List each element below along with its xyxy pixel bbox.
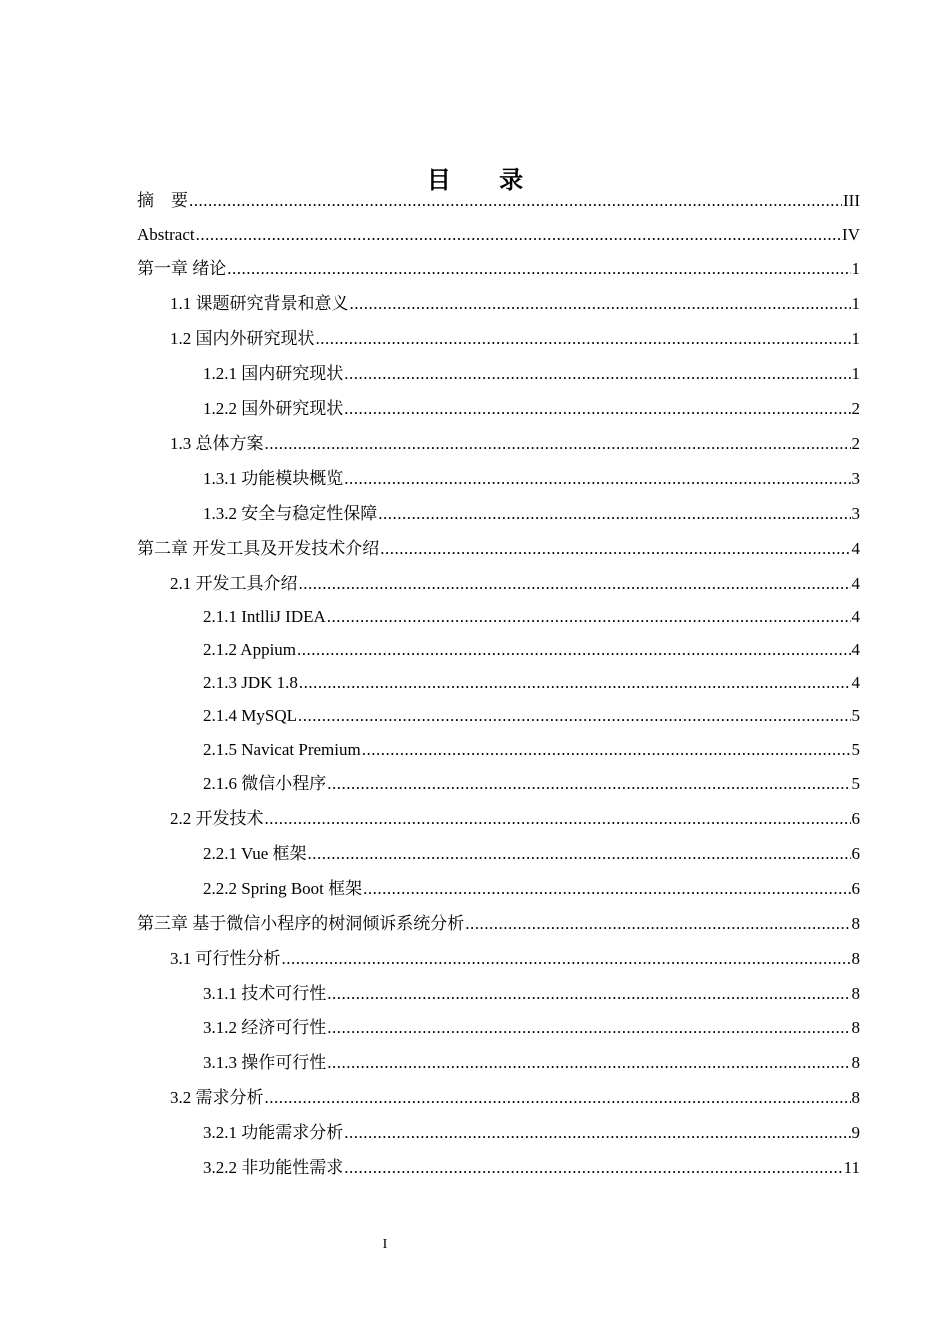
toc-entry-title: 2.1.6 微信小程序 <box>203 774 327 793</box>
toc-entry-title: 3.2 需求分析 <box>170 1088 264 1107</box>
toc-dot-leader <box>380 532 850 566</box>
toc-entry-title: 2.1.3 JDK 1.8 <box>203 673 298 692</box>
toc-entry-page-number: IV <box>842 225 860 244</box>
toc-entry[interactable] <box>137 184 860 218</box>
toc-dot-leader <box>344 462 850 496</box>
toc-dot-leader <box>298 699 851 733</box>
toc-entry-page-number: 5 <box>851 706 860 725</box>
toc-dot-leader <box>196 218 841 252</box>
toc-entry[interactable] <box>137 907 860 941</box>
toc-dot-leader <box>350 287 851 321</box>
toc-entry[interactable] <box>137 252 860 286</box>
toc-dot-leader <box>297 633 850 667</box>
toc-entry-page-number: 4 <box>851 640 860 659</box>
toc-dot-leader <box>327 767 850 801</box>
toc-entry-title: 1.2 国内外研究现状 <box>170 329 315 348</box>
toc-entry-page-number: 6 <box>851 844 860 863</box>
toc-dot-leader <box>344 1116 850 1150</box>
toc-dot-leader <box>378 497 850 531</box>
toc-dot-leader <box>316 322 851 356</box>
toc-entry-page-number: III <box>843 191 860 210</box>
toc-entry-title: 3.1.1 技术可行性 <box>203 984 327 1003</box>
toc-entry-title: 3.2.2 非功能性需求 <box>203 1158 344 1177</box>
toc-dot-leader <box>299 666 851 700</box>
toc-entry[interactable] <box>203 1116 860 1150</box>
toc-dot-leader <box>344 1151 842 1185</box>
toc-dot-leader <box>227 252 850 286</box>
toc-entry-page-number: 8 <box>851 914 860 933</box>
toc-dot-leader <box>344 357 850 391</box>
toc-entry-title: 1.3 总体方案 <box>170 434 264 453</box>
toc-entry-title: 1.3.2 安全与稳定性保障 <box>203 504 378 523</box>
toc-entry-title: 3.1.2 经济可行性 <box>203 1018 327 1037</box>
toc-entry[interactable] <box>203 1151 860 1185</box>
toc-entry-page-number: 4 <box>851 539 860 558</box>
toc-entry-page-number: 8 <box>851 984 860 1003</box>
toc-entry[interactable] <box>170 802 860 836</box>
toc-dot-leader <box>265 802 851 836</box>
toc-dot-leader <box>308 837 851 871</box>
toc-dot-leader <box>282 942 851 976</box>
toc-dot-leader <box>327 977 850 1011</box>
toc-entry-title: 2.2.2 Spring Boot 框架 <box>203 879 363 898</box>
toc-entry-page-number: 8 <box>851 1088 860 1107</box>
toc-entry-page-number: 1 <box>851 259 860 278</box>
toc-entry-page-number: 1 <box>851 364 860 383</box>
toc-dot-leader <box>362 733 851 767</box>
toc-entry-page-number: 8 <box>851 949 860 968</box>
toc-entry[interactable] <box>203 497 860 531</box>
toc-entry[interactable] <box>170 427 860 461</box>
page-number-footer: I <box>382 1237 388 1252</box>
toc-entry-title: 3.2.1 功能需求分析 <box>203 1123 344 1142</box>
toc-entry[interactable] <box>170 942 860 976</box>
toc-entry-title: 3.1.3 操作可行性 <box>203 1053 327 1072</box>
toc-dot-leader <box>344 392 850 426</box>
toc-entry-page-number: 6 <box>851 809 860 828</box>
toc-entry[interactable] <box>203 392 860 426</box>
toc-entry[interactable] <box>203 666 860 700</box>
toc-entry[interactable] <box>203 699 860 733</box>
toc-dot-leader <box>327 1011 850 1045</box>
toc-entry-page-number: 3 <box>851 504 860 523</box>
toc-entry-title: 2.1.5 Navicat Premium <box>203 740 361 759</box>
toc-entry-title: 1.2.1 国内研究现状 <box>203 364 344 383</box>
toc-entry-page-number: 2 <box>851 434 860 453</box>
toc-entry-title: 第三章 基于微信小程序的树洞倾诉系统分析 <box>137 914 465 933</box>
toc-entry[interactable] <box>203 977 860 1011</box>
toc-entry-title: 2.1.4 MySQL <box>203 706 297 725</box>
toc-entry[interactable] <box>203 600 860 634</box>
toc-entry-page-number: 1 <box>851 294 860 313</box>
toc-entry-title: 第一章 绪论 <box>137 259 227 278</box>
toc-entry[interactable] <box>203 1046 860 1080</box>
toc-entry-title: 摘 要 <box>137 191 188 210</box>
toc-dot-leader <box>327 1046 850 1080</box>
toc-entry[interactable] <box>203 837 860 871</box>
toc-entry-page-number: 4 <box>851 574 860 593</box>
toc-entry-page-number: 11 <box>843 1158 860 1177</box>
toc-entry[interactable] <box>170 322 860 356</box>
toc-entry[interactable] <box>137 532 860 566</box>
toc-dot-leader <box>327 600 851 634</box>
toc-entry[interactable] <box>137 218 860 252</box>
toc-entry-page-number: 3 <box>851 469 860 488</box>
toc-dot-leader <box>363 872 850 906</box>
toc-entry[interactable] <box>203 733 860 767</box>
toc-entry-page-number: 4 <box>851 673 860 692</box>
toc-entry-page-number: 4 <box>851 607 860 626</box>
toc-entry[interactable] <box>203 1011 860 1045</box>
toc-entry-page-number: 2 <box>851 399 860 418</box>
toc-entry-title: 2.1.2 Appium <box>203 640 297 659</box>
toc-dot-leader <box>299 567 851 601</box>
toc-entry[interactable] <box>170 1081 860 1115</box>
toc-entry-title: 2.2 开发技术 <box>170 809 264 828</box>
toc-entry-page-number: 1 <box>851 329 860 348</box>
toc-entry[interactable] <box>170 287 860 321</box>
toc-dot-leader <box>189 184 842 218</box>
toc-entry-page-number: 6 <box>851 879 860 898</box>
toc-entry[interactable] <box>203 872 860 906</box>
toc-entry-title: 1.3.1 功能模块概览 <box>203 469 344 488</box>
toc-entry[interactable] <box>203 767 860 801</box>
toc-dot-leader <box>465 907 850 941</box>
toc-entry-page-number: 5 <box>851 740 860 759</box>
toc-entry-title: 2.2.1 Vue 框架 <box>203 844 307 863</box>
toc-entry[interactable] <box>203 633 860 667</box>
toc-dot-leader <box>265 427 851 461</box>
toc-entry-page-number: 5 <box>851 774 860 793</box>
toc-entry-title: Abstract <box>137 225 195 244</box>
page-title: 目 录 <box>426 166 544 194</box>
toc-entry-page-number: 8 <box>851 1018 860 1037</box>
toc-entry-page-number: 9 <box>851 1123 860 1142</box>
toc-entry-title: 第二章 开发工具及开发技术介绍 <box>137 539 380 558</box>
toc-entry-title: 2.1 开发工具介绍 <box>170 574 298 593</box>
toc-entry[interactable] <box>203 462 860 496</box>
toc-entry[interactable] <box>170 567 860 601</box>
toc-dot-leader <box>265 1081 851 1115</box>
toc-entry-title: 1.1 课题研究背景和意义 <box>170 294 349 313</box>
toc-entry[interactable] <box>203 357 860 391</box>
toc-entry-title: 3.1 可行性分析 <box>170 949 281 968</box>
toc-entry-title: 2.1.1 IntlliJ IDEA <box>203 607 326 626</box>
toc-entry-page-number: 8 <box>851 1053 860 1072</box>
toc-entry-title: 1.2.2 国外研究现状 <box>203 399 344 418</box>
